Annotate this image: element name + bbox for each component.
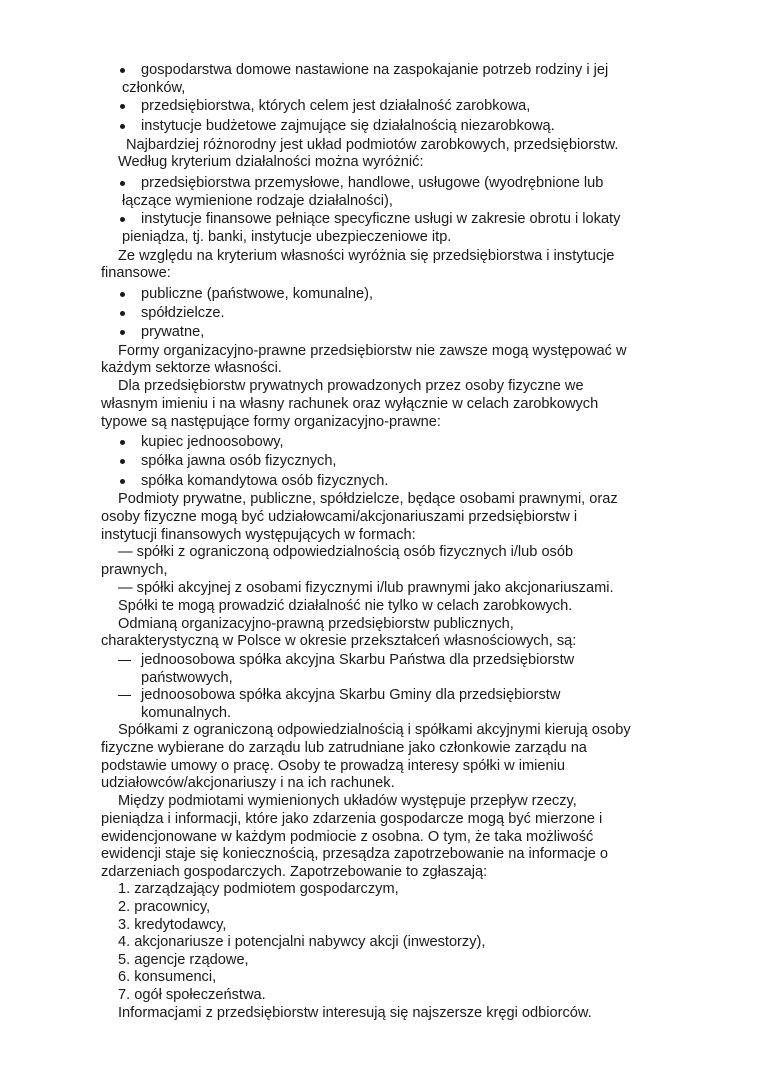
paragraph-line: finansowe: xyxy=(101,265,171,281)
paragraph-line: Spółki te mogą prowadzić działalność nie tylko w celach zarobkowych. xyxy=(118,598,573,614)
dash-item-text: jednoosobowa spółka akcyjna Skarbu Gminy dla przedsiębiorstw xyxy=(141,687,561,703)
paragraph-line: udziałowców/akcjonariuszy i na ich rachunek. xyxy=(101,775,395,791)
numbered-item: 6. konsumenci, xyxy=(118,969,217,985)
paragraph-line: Najbardziej różnorodny jest układ podmiotów zarobkowych, przedsiębiorstw. xyxy=(126,137,619,153)
bullet-text: prywatne, xyxy=(141,324,205,340)
numbered-item: 7. ogół społeczeństwa. xyxy=(118,987,266,1003)
paragraph-line: instytucji finansowych występujących w formach: xyxy=(101,527,416,543)
dash-item-text: jednoosobowa spółka akcyjna Skarbu Państwa dla przedsiębiorstw xyxy=(141,652,575,668)
bullet-text: kupiec jednoosobowy, xyxy=(141,434,284,450)
bullet xyxy=(120,104,125,109)
paragraph-line: pieniądza i informacji, które jako zdarzenia gospodarcze mogą być mierzone i xyxy=(101,811,603,827)
paragraph-line: zdarzeniach gospodarczych. Zapotrzebowanie to zgłaszają: xyxy=(101,864,488,880)
bullet xyxy=(120,217,125,222)
paragraph-line: każdym sektorze własności. xyxy=(101,360,282,376)
paragraph-line: — spółki z ograniczoną odpowiedzialnością osób fizycznych i/lub osób xyxy=(118,544,574,560)
bullet-text-cont: członków, xyxy=(122,80,186,96)
numbered-item: 3. kredytodawcy, xyxy=(118,917,227,933)
paragraph-line: ewidencjonowane w każdym podmiocie z osobna. O tym, że taka możliwość xyxy=(101,829,594,845)
bullet-text: spółka komandytowa osób fizycznych. xyxy=(141,473,389,489)
bullet xyxy=(120,440,125,445)
numbered-item: 1. zarządzający podmiotem gospodarczym, xyxy=(118,881,399,897)
paragraph-line: typowe są następujące formy organizacyjno-prawne: xyxy=(101,414,441,430)
bullet-text-cont: łączące wymienione rodzaje działalności), xyxy=(122,193,393,209)
paragraph-line: Odmianą organizacyjno-prawną przedsiębiorstw publicznych, xyxy=(118,616,514,632)
paragraph-line: własnym imieniu i na własny rachunek oraz wyłącznie w celach zarobkowych xyxy=(101,396,599,412)
bullet-text: spółdzielcze. xyxy=(141,305,225,321)
bullet xyxy=(120,181,125,186)
dash-item-text-cont: komunalnych. xyxy=(141,705,232,721)
paragraph-line: Między podmiotami wymienionych układów występuje przepływ rzeczy, xyxy=(118,793,577,809)
bullet-text: instytucje finansowe pełniące specyficzne usługi w zakresie obrotu i lokaty xyxy=(141,211,621,227)
bullet xyxy=(120,311,125,316)
dash-item-text-cont: państwowych, xyxy=(141,670,233,686)
bullet-text-cont: pieniądza, tj. banki, instytucje ubezpieczeniowe itp. xyxy=(122,229,452,245)
numbered-item: 5. agencje rządowe, xyxy=(118,952,249,968)
bullet xyxy=(120,124,125,129)
bullet xyxy=(120,479,125,484)
paragraph-line: osoby fizyczne mogą być udziałowcami/akcjonariuszami przedsiębiorstw i xyxy=(101,509,578,525)
paragraph-line: charakterystyczną w Polsce w okresie przekształceń własnościowych, są: xyxy=(101,633,577,649)
paragraph-line: podstawie umowy o pracę. Osoby te prowadzą interesy spółki w imieniu xyxy=(101,758,565,774)
bullet xyxy=(120,330,125,335)
paragraph-line: fizyczne wybierane do zarządu lub zatrudniane jako członkowie zarządu na xyxy=(101,740,587,756)
paragraph-line: Dla przedsiębiorstw prywatnych prowadzonych przez osoby fizyczne we xyxy=(118,378,584,394)
paragraph-line: Według kryterium działalności można wyróżnić: xyxy=(118,154,424,170)
paragraph-line: Podmioty prywatne, publiczne, spółdzielcze, będące osobami prawnymi, oraz xyxy=(118,491,618,507)
bullet xyxy=(120,292,125,297)
paragraph-line: Formy organizacyjno-prawne przedsiębiorstw nie zawsze mogą występować w xyxy=(118,343,627,359)
paragraph-line: prawnych, xyxy=(101,562,168,578)
dash-marker xyxy=(118,660,131,661)
numbered-item: 4. akcjonariusze i potencjalni nabywcy akcji (inwestorzy), xyxy=(118,934,486,950)
dash-marker xyxy=(118,695,131,696)
numbered-item: 2. pracownicy, xyxy=(118,899,211,915)
paragraph-line: Ze względu na kryterium własności wyróżnia się przedsiębiorstwa i instytucje xyxy=(118,248,615,264)
bullet-text: instytucje budżetowe zajmujące się działalnością niezarobkową. xyxy=(141,118,555,134)
bullet-text: gospodarstwa domowe nastawione na zaspokajanie potrzeb rodziny i jej xyxy=(141,62,609,78)
paragraph-line: Spółkami z ograniczoną odpowiedzialnością i spółkami akcyjnymi kierują osoby xyxy=(118,722,631,738)
bullet-text: publiczne (państwowe, komunalne), xyxy=(141,286,374,302)
paragraph-line: ewidencji staje się koniecznością, przesądza zapotrzebowanie na informacje o xyxy=(101,846,609,862)
bullet-text: przedsiębiorstwa przemysłowe, handlowe, usługowe (wyodrębnione lub xyxy=(141,175,604,191)
bullet-text: spółka jawna osób fizycznych, xyxy=(141,453,337,469)
bullet-text: przedsiębiorstwa, których celem jest działalność zarobkowa, xyxy=(141,98,531,114)
bullet xyxy=(120,68,125,73)
paragraph-line: — spółki akcyjnej z osobami fizycznymi i/lub prawnymi jako akcjonariuszami. xyxy=(118,580,614,596)
bullet xyxy=(120,459,125,464)
paragraph-line: Informacjami z przedsiębiorstw interesują się najszersze kręgi odbiorców. xyxy=(118,1005,592,1021)
